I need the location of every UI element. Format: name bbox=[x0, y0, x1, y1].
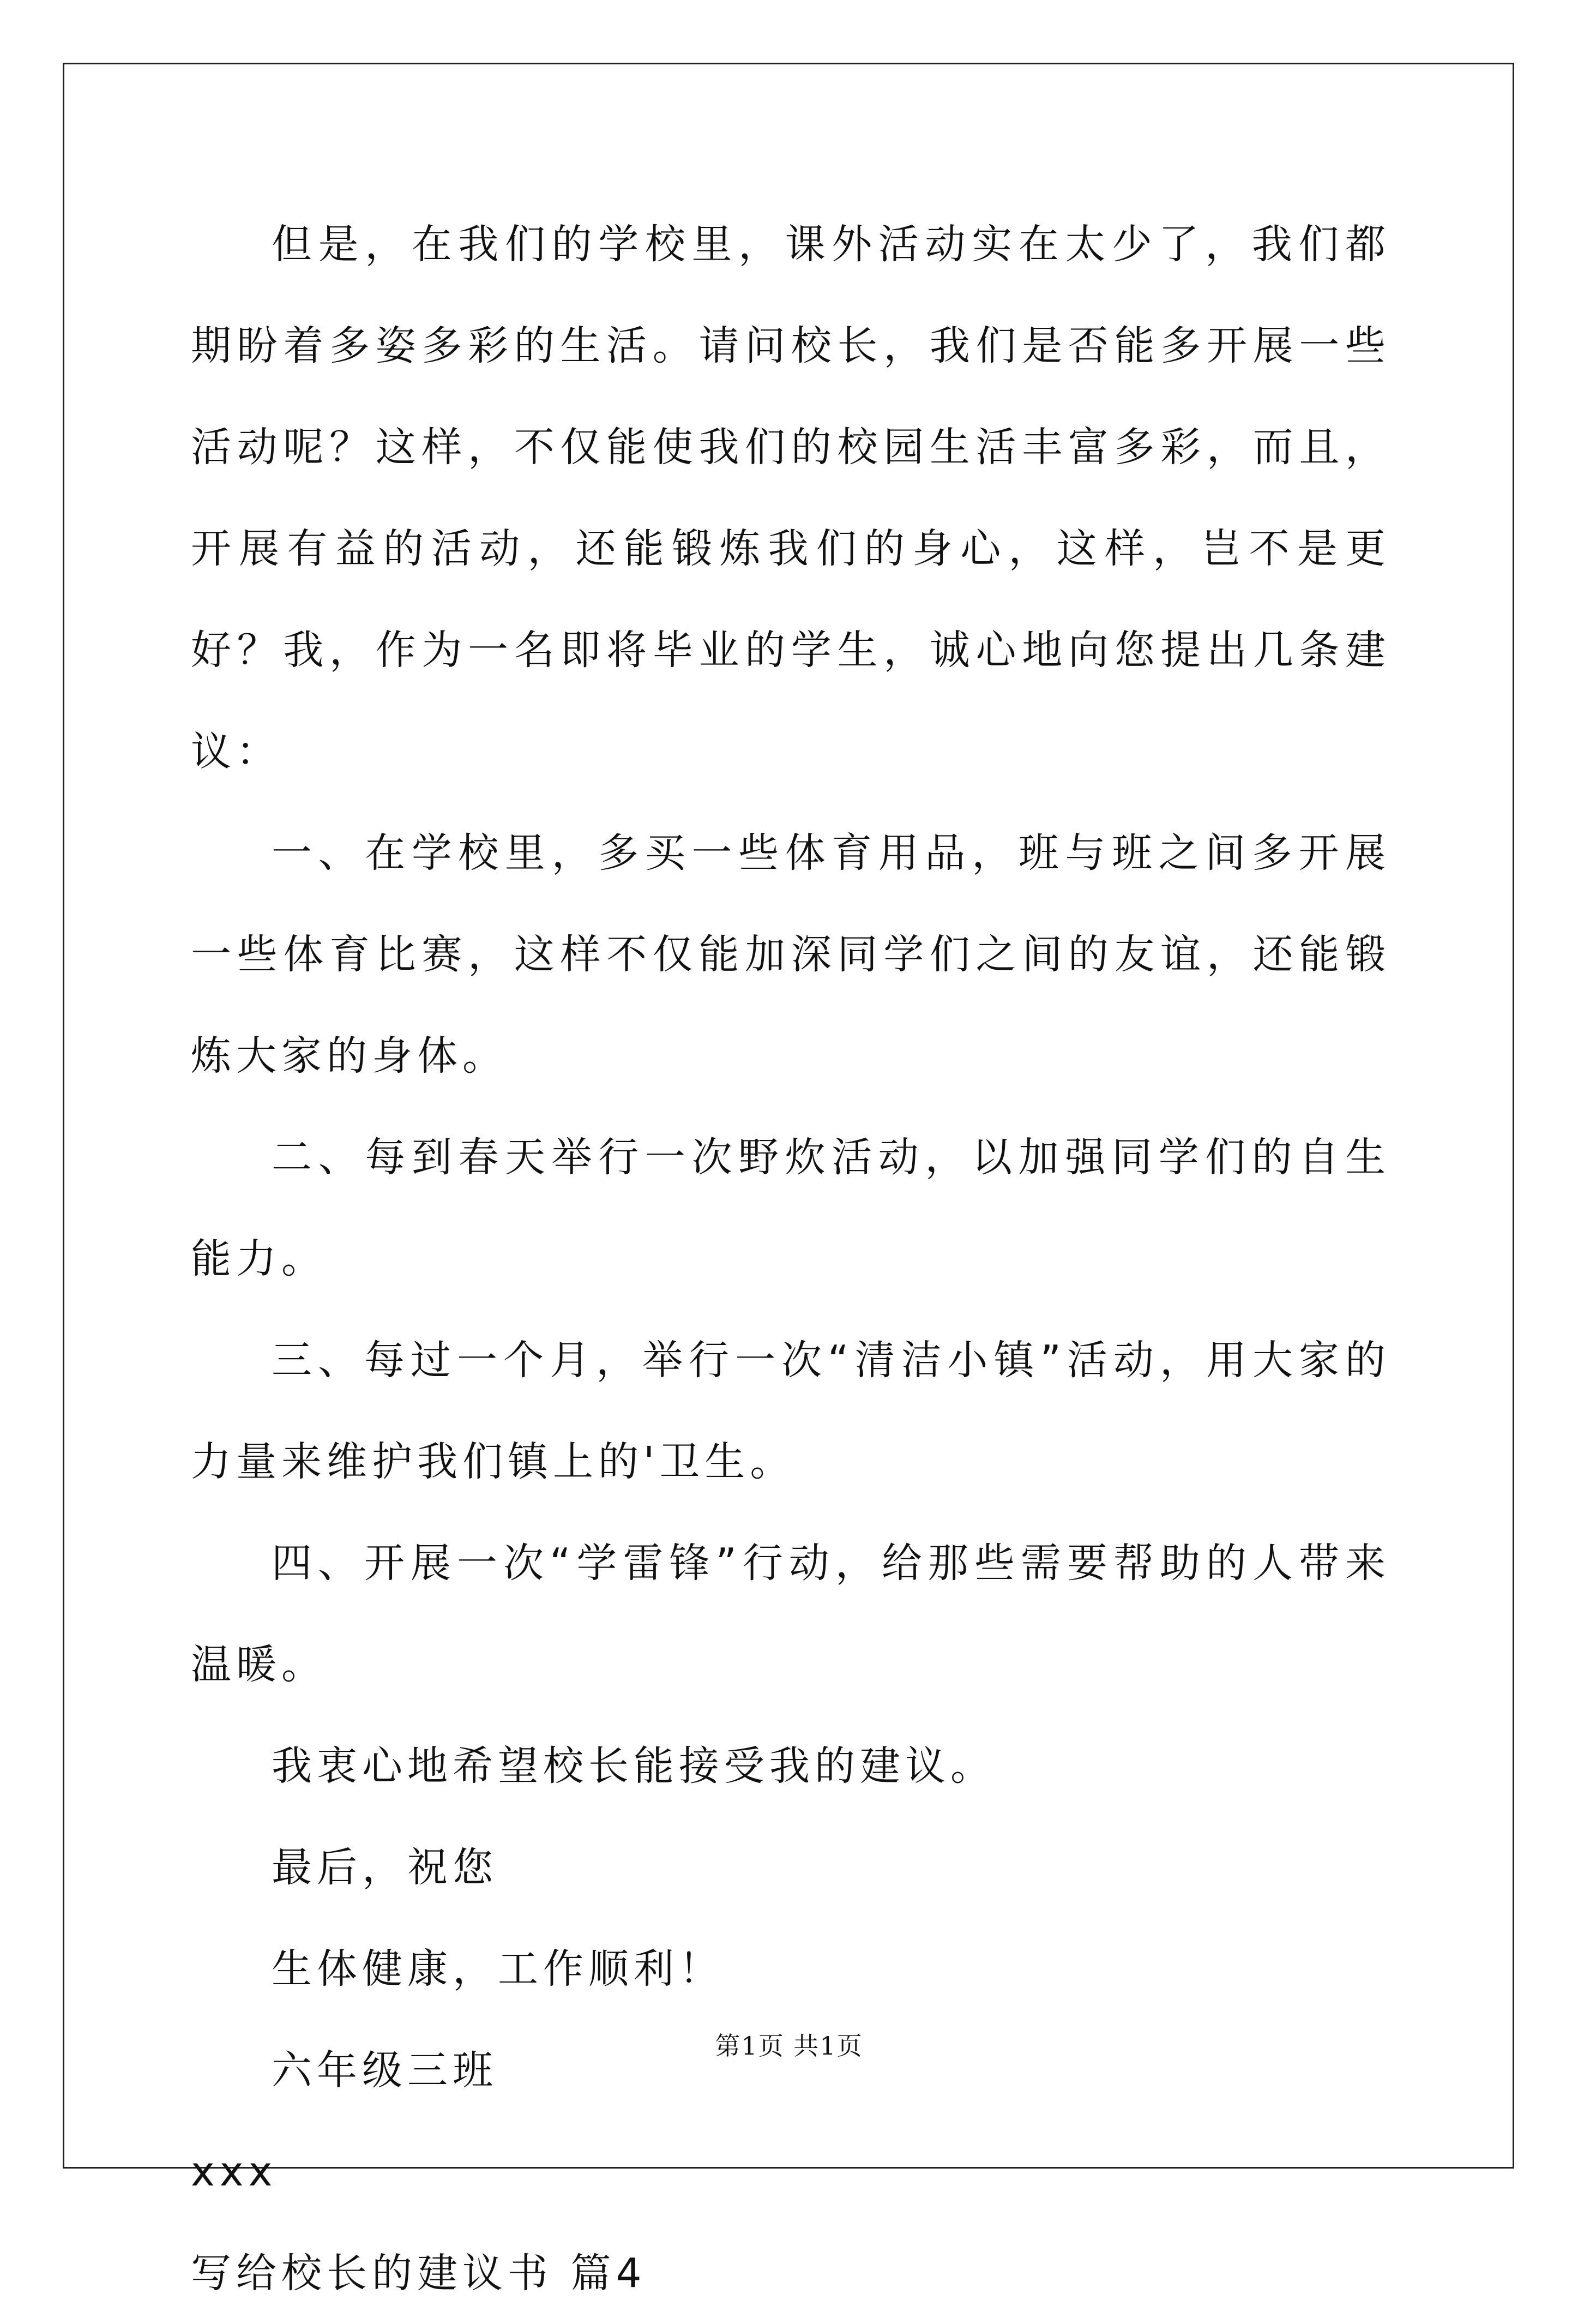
paragraph-closing: 最后，祝您 bbox=[272, 1844, 498, 1891]
paragraph-suggestion-3: 三、每过一个月，举行一次“清洁小镇”活动，用大家的力量来维护我们镇上的'卫生。 bbox=[191, 1337, 1390, 1485]
next-section-heading: 写给校长的建议书 篇4 bbox=[191, 2250, 647, 2297]
signature-class: 六年级三班 bbox=[272, 2047, 498, 2094]
signature-name: xxx bbox=[191, 2148, 278, 2195]
paragraph-hope: 我衷心地希望校长能接受我的建议。 bbox=[272, 1743, 996, 1789]
paragraph-suggestion-2: 二、每到春天举行一次野炊活动，以加强同学们的自生能力。 bbox=[191, 1134, 1390, 1282]
paragraph-wishes: 生体健康，工作顺利！ bbox=[272, 1945, 724, 1992]
paragraph-suggestion-1: 一、在学校里，多买一些体育用品，班与班之间多开展一些体育比赛，这样不仅能加深同学们之间的友谊，还能锻炼大家的身体。 bbox=[191, 830, 1390, 1079]
page-number-footer: 第1页 共1页 bbox=[715, 2031, 863, 2061]
document-body bbox=[191, 194, 1390, 2324]
paragraph-intro: 但是，在我们的学校里，课外活动实在太少了，我们都期盼着多姿多彩的生活。请问校长，我们是否能多开展一些活动呢？这样，不仅能使我们的校园生活丰富多彩，而且，开展有益的活动，还能锻炼我们的身心，这样，岂不是更好？我，作为一名即将毕业的学生，诚心地向您提出几条建议： bbox=[191, 221, 1390, 775]
paragraph-suggestion-4: 四、开展一次“学雷锋”行动，给那些需要帮助的人带来温暖。 bbox=[191, 1540, 1390, 1688]
